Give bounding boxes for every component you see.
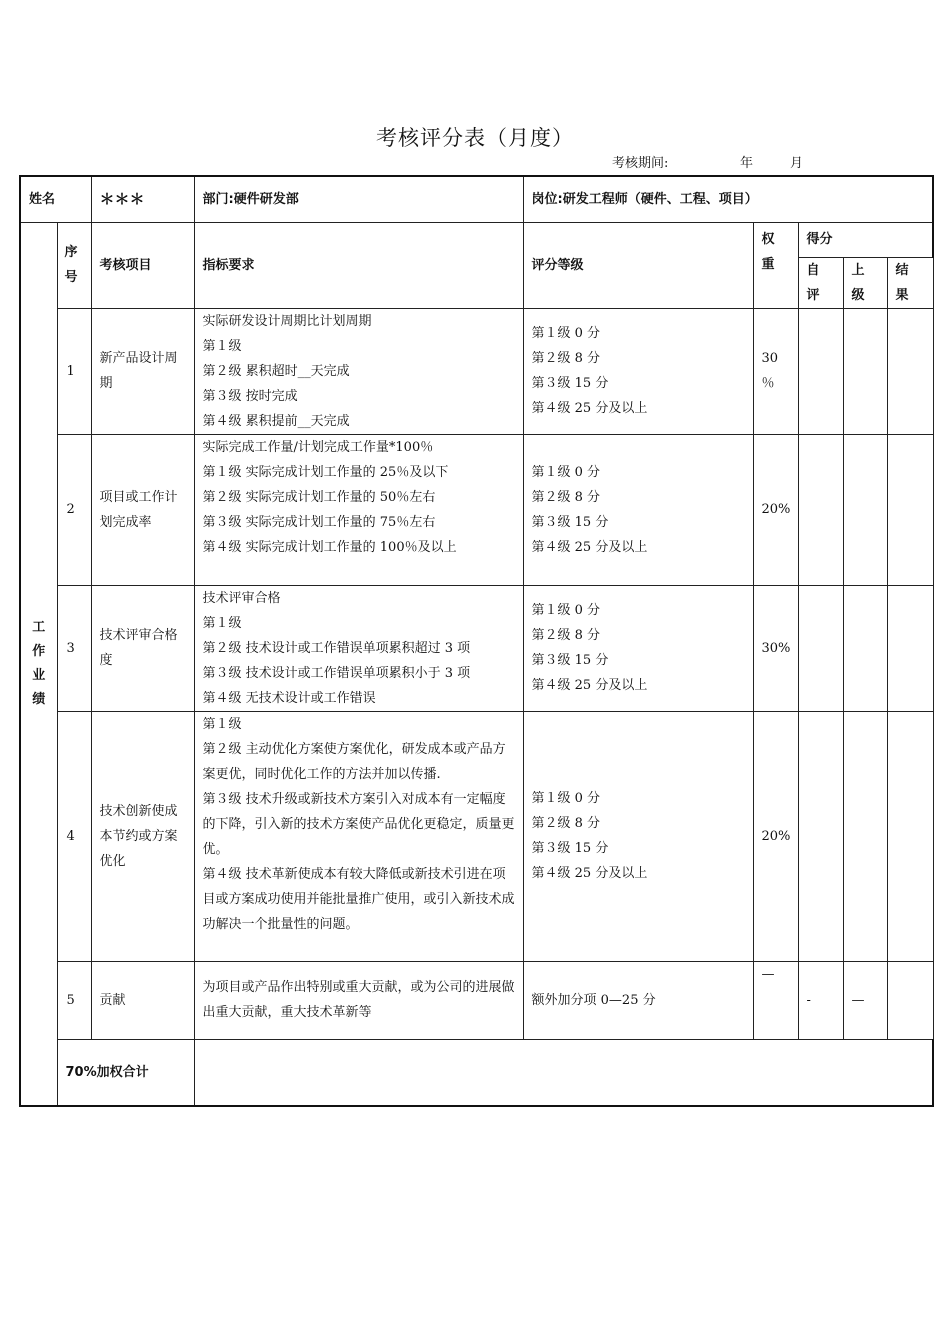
row-weight: 20% [753, 434, 798, 585]
row-requirement: 技术评审合格 第１级 第２级 技术设计或工作错误单项累积超过 3 项 第３级 技术设计或工作错误单项累积小于 3 项 第４级 无技术设计或工作错误 [194, 585, 523, 711]
total-label: 70%加权合计 [57, 1039, 194, 1106]
table-row [20, 585, 933, 711]
row-self-eval[interactable] [798, 434, 843, 585]
col-score: 得分 [798, 222, 933, 257]
row-item: 新产品设计周期 [91, 308, 194, 434]
row-self-eval[interactable] [798, 308, 843, 434]
row-seq: 2 [57, 434, 91, 585]
row-grades: 额外加分项 0—25 分 [523, 961, 753, 1039]
row-superior[interactable]: — [843, 961, 887, 1039]
position: 岗位:研发工程师（硬件、工程、项目） [523, 176, 933, 222]
row-seq: 4 [57, 711, 91, 961]
header-row [20, 176, 933, 222]
total-value[interactable] [194, 1039, 933, 1106]
row-self-eval[interactable]: - [798, 961, 843, 1039]
table-row [20, 434, 933, 585]
row-seq: 1 [57, 308, 91, 434]
row-weight: 20% [753, 711, 798, 961]
row-requirement: 为项目或产品作出特别或重大贡献，或为公司的进展做出重大贡献，重大技术革新等 [194, 961, 523, 1039]
table-row [20, 961, 933, 1039]
period-year: 年 [740, 156, 754, 171]
row-superior[interactable] [843, 585, 887, 711]
table-row [20, 308, 933, 434]
row-result[interactable] [887, 711, 933, 961]
col-result: 结 果 [887, 257, 933, 308]
row-grades: 第１级 0 分 第２级 8 分 第３级 15 分 第４级 25 分及以上 [523, 585, 753, 711]
row-grades: 第１级 0 分 第２级 8 分 第３级 15 分 第４级 25 分及以上 [523, 434, 753, 585]
col-self-eval: 自 评 [798, 257, 843, 308]
row-item: 技术创新使成本节约或方案优化 [91, 711, 194, 961]
row-requirement: 第１级 第２级 主动优化方案使方案优化，研发成本或产品方案更优，同时优化工作的方法并加以传播. 第３级 技术升级或新技术方案引入对成本有一定幅度的下降，引入新的技术方案使产品优化更稳定，质量更优。 第４级 技术革新使成本有较大降低或新技术引进在项目或方案成功使用并能批量推广使用，或引入新技术成功解决一个批量性的问题。 [194, 711, 523, 961]
form-title: 考核评分表（月度） [376, 126, 574, 150]
col-item: 考核项目 [91, 222, 194, 308]
col-seq: 序 号 [57, 222, 91, 308]
department: 部门:硬件研发部 [194, 176, 523, 222]
col-superior: 上 级 [843, 257, 887, 308]
row-requirement: 实际研发设计周期比计划周期 第１级 第２级 累积超时__天完成 第３级 按时完成 第４级 累积提前__天完成 [194, 308, 523, 434]
row-result[interactable] [887, 585, 933, 711]
table-row [20, 711, 933, 961]
period-month: 月 [790, 156, 804, 171]
period-label: 考核期间: [612, 156, 669, 171]
col-weight: 权 重 [753, 222, 798, 308]
row-superior[interactable] [843, 434, 887, 585]
col-grade: 评分等级 [523, 222, 753, 308]
row-result[interactable] [887, 961, 933, 1039]
row-requirement: 实际完成工作量/计划完成工作量*100％ 第１级 实际完成计划工作量的 25％及以下 第２级 实际完成计划工作量的 50％左右 第３级 实际完成计划工作量的 75％左右 第４级 实际完成计划工作量的 100％及以上 [194, 434, 523, 585]
row-self-eval[interactable] [798, 585, 843, 711]
name-value: ＊＊＊ [91, 176, 194, 222]
total-row [20, 1039, 933, 1106]
row-grades: 第１级 0 分 第２级 8 分 第３级 15 分 第４级 25 分及以上 [523, 711, 753, 961]
row-item: 贡献 [91, 961, 194, 1039]
row-superior[interactable] [843, 711, 887, 961]
row-seq: 3 [57, 585, 91, 711]
row-weight: 30% [753, 585, 798, 711]
column-header-row [20, 222, 933, 257]
row-result[interactable] [887, 434, 933, 585]
row-superior[interactable] [843, 308, 887, 434]
row-self-eval[interactable] [798, 711, 843, 961]
row-seq: 5 [57, 961, 91, 1039]
category-work-performance: 工 作 业 绩 [20, 222, 57, 1106]
row-grades: 第１级 0 分 第２级 8 分 第３级 15 分 第４级 25 分及以上 [523, 308, 753, 434]
row-weight: — [753, 961, 798, 1039]
assessment-table [19, 175, 934, 1107]
col-requirement: 指标要求 [194, 222, 523, 308]
row-item: 项目或工作计划完成率 [91, 434, 194, 585]
row-weight: 30 ％ [753, 308, 798, 434]
row-result[interactable] [887, 308, 933, 434]
row-item: 技术评审合格度 [91, 585, 194, 711]
name-label: 姓名 [20, 176, 91, 222]
